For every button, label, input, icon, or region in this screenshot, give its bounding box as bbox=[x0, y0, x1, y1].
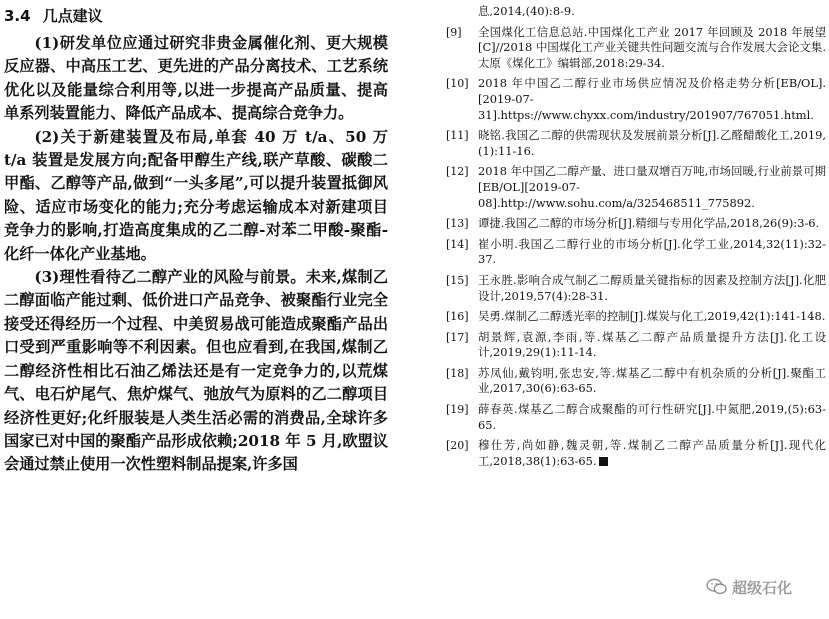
paragraph-1: (1)研发单位应通过研究非贵金属催化剂、更大规模反应器、中高压工艺、更先进的产品分离技术、工艺系统优化以及能量综合利用等,以进一步提高产品质量、提高单系列装置能力、降低产品成本、提高综合竞争力。 bbox=[4, 34, 388, 123]
reference-item bbox=[446, 309, 826, 325]
reference-item bbox=[446, 237, 826, 268]
paragraph-3: (3)理性看待乙二醇产业的风险与前景。未来,煤制乙二醇面临产能过剩、低价进口产品竞争、被聚酯行业完全接受还得经历一个过程、中美贸易战可能造成聚酯产品出口受到严重影响等不利因素。但也应看到,在我国,煤制乙二醇经济性相比石油乙烯法还是有一定竞争力的,以荒煤气、电石炉尾气、焦炉煤气、弛放气为原料的乙二醇项目经济性更好;化纤服装是人类生活必需的消费品,全球许多国家已对中国的聚酯产品形成依赖;2018 年 5 月,欧盟议会通过禁止使用一次性塑料制品提案,许多国 bbox=[4, 268, 388, 474]
reference-number: [20] bbox=[446, 439, 469, 453]
reference-item bbox=[446, 128, 826, 159]
reference-number: [11] bbox=[446, 129, 469, 143]
reference-item bbox=[446, 216, 826, 232]
reference-item bbox=[446, 25, 826, 72]
section-heading bbox=[4, 6, 388, 26]
reference-number: [16] bbox=[446, 310, 469, 324]
reference-text: 晓铭.我国乙二醇的供需现状及发展前景分析[J].乙醛醋酸化工,2019,(1):11-16. bbox=[478, 128, 826, 158]
reference-text: 2018 年中国乙二醇产量、进口量双增百万吨,市场回暖,行业前景可期[EB/OL][2019-07-08].http://www.sohu.com/a/325468511_775892. bbox=[478, 164, 826, 210]
reference-number: [10] bbox=[446, 77, 469, 91]
reference-item bbox=[446, 330, 826, 361]
watermark-text: 超级石化 bbox=[732, 578, 793, 597]
reference-item bbox=[446, 366, 826, 397]
wechat-icon bbox=[706, 578, 728, 596]
reference-number: [18] bbox=[446, 366, 469, 380]
reference-item bbox=[446, 76, 826, 123]
main-text-column bbox=[4, 6, 388, 477]
paragraph-2: (2)关于新建装置及布局,单套 40 万 t/a、50 万 t/a 装置是发展方向;配备甲醇生产线,联产草酸、碳酸二甲酯、乙醇等产品,做到“一头多尾”,可以提升装置抵御风险、适应市场变化的能力;充分考虑运输成本对新建项目竞争力的影响,打造高度集成的乙二醇-对苯二甲酸-聚酯-化纤一体化产业基地。 bbox=[4, 127, 388, 263]
reference-item bbox=[446, 438, 826, 469]
reference-text: 苏凤仙,戴钧明,张忠安,等.煤基乙二醇中有机杂质的分析[J].聚酯工业,2017,30(6):63-65. bbox=[478, 365, 826, 396]
reference-item bbox=[446, 402, 826, 433]
reference-number: [17] bbox=[446, 330, 469, 344]
reference-text: 薛春英.煤基乙二醇合成聚酯的可行性研究[J].中氮肥,2019,(5):63-65. bbox=[478, 402, 826, 432]
reference-text: 崔小明.我国乙二醇行业的市场分析[J].化学工业,2014,32(11):32-37. bbox=[478, 236, 826, 267]
reference-item bbox=[446, 164, 826, 211]
reference-number: [13] bbox=[446, 217, 469, 231]
section-number: 3.4 bbox=[4, 7, 31, 25]
reference-text: 吴勇.煤制乙二醇透光率的控制[J].煤炭与化工,2019,42(1):141-148. bbox=[478, 309, 826, 324]
reference-text: 王永胜.影响合成气制乙二醇质量关键指标的因素及控制方法[J].化肥设计,2019,57(4):28-31. bbox=[478, 272, 826, 303]
reference-text: 谭捷.我国乙二醇的市场分析[J].精细与专用化学品,2018,26(9):3-6. bbox=[478, 216, 820, 231]
reference-continuation: 息,2014,(40):8-9. bbox=[478, 4, 575, 18]
reference-number: [15] bbox=[446, 273, 469, 287]
section-title: 几点建议 bbox=[42, 7, 103, 25]
watermark bbox=[706, 574, 824, 600]
reference-text: 2018 年中国乙二醇行业市场供应情况及价格走势分析[EB/OL].[2019-07-31].https://www.chyxx.com/industry/201907/767051.html. bbox=[478, 76, 826, 122]
reference-item bbox=[446, 273, 826, 304]
reference-number: [14] bbox=[446, 237, 469, 251]
reference-number: [19] bbox=[446, 403, 469, 417]
reference-number: [9] bbox=[446, 25, 462, 39]
reference-text: 胡景辉,袁源,李雨,等.煤基乙二醇产品质量提升方法[J].化工设计,2019,29(1):11-14. bbox=[478, 329, 826, 360]
reference-text: 全国煤化工信息总站.中国煤化工产业 2017 年回顾及 2018 年展望[C]//2018 中国煤化工产业关键共性问题交流与合作发展大会论文集.太原《煤化工》编辑部,2018:29-34. bbox=[478, 24, 826, 70]
reference-text: 穆仕芳,尚如静,魏灵朝,等.煤制乙二醇产品质量分析[J].现代化工,2018,38(1):63-65. bbox=[478, 438, 826, 468]
end-mark bbox=[599, 457, 608, 466]
reference-list bbox=[446, 4, 826, 474]
reference-number: [12] bbox=[446, 165, 469, 179]
